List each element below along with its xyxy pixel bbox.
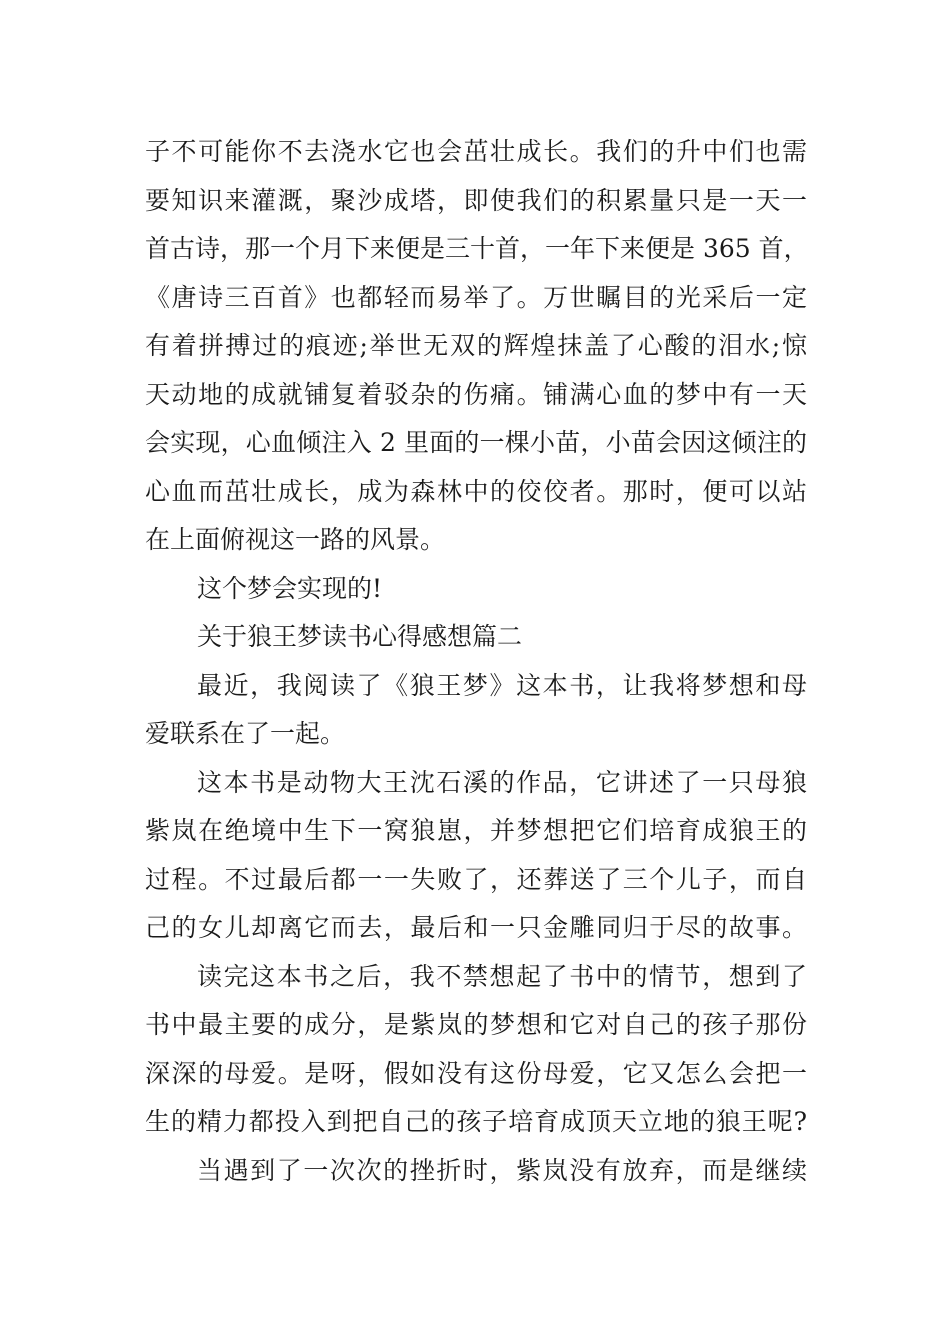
text-line: 要知识来灌溉，聚沙成塔，即使我们的积累量只是一天一 [145, 185, 807, 215]
text-line: 心血而茁壮成长，成为森林中的佼佼者。那时，便可以站 [145, 476, 807, 506]
text-line: 在上面俯视这一路的风景。 [145, 525, 446, 554]
text-line: 书中最主要的成分，是紫岚的梦想和它对自己的孩子那份 [145, 1010, 807, 1039]
text-line: 最近，我阅读了《狼王梦》这本书，让我将梦想和母 [197, 670, 807, 700]
body-text [145, 128, 807, 1195]
text-line: 会实现，心血倾注入 2 里面的一棵小苗，小苗会因这倾注的 [145, 428, 807, 457]
text-line: 生的精力都投入到把自己的孩子培育成顶天立地的狼王呢? [145, 1107, 807, 1136]
text-line: 己的女儿却离它而去，最后和一只金雕同归于尽的故事。 [145, 913, 807, 942]
text-line: 《唐诗三百首》也都轻而易举了。万世瞩目的光采后一定 [145, 282, 807, 312]
text-line: 子不可能你不去浇水它也会茁壮成长。我们的升中们也需 [145, 137, 807, 166]
text-line: 这个梦会实现的! [197, 573, 383, 603]
text-line: 天动地的成就铺复着驳杂的伤痛。铺满心血的梦中有一天 [145, 379, 807, 409]
text-line: 深深的母爱。是呀，假如没有这份母爱，它又怎么会把一 [145, 1058, 807, 1088]
text-line: 首古诗，那一个月下来便是三十首，一年下来便是 365 首， [145, 234, 809, 263]
text-line: 紫岚在绝境中生下一窝狼崽，并梦想把它们培育成狼王的 [145, 816, 807, 845]
section-heading: 关于狼王梦读书心得感想篇二 [197, 622, 523, 651]
text-line: 有着拼搏过的痕迹;举世无双的辉煌抹盖了心酸的泪水;惊 [145, 331, 807, 360]
text-line: 读完这本书之后，我不禁想起了书中的情节，想到了 [197, 961, 807, 991]
text-line: 这本书是动物大王沈石溪的作品，它讲述了一只母狼 [197, 767, 807, 797]
text-line: 过程。不过最后都一一失败了，还葬送了三个儿子，而自 [145, 864, 807, 894]
text-line: 当遇到了一次次的挫折时，紫岚没有放弃，而是继续 [197, 1155, 807, 1185]
text-line: 爱联系在了一起。 [145, 719, 346, 748]
